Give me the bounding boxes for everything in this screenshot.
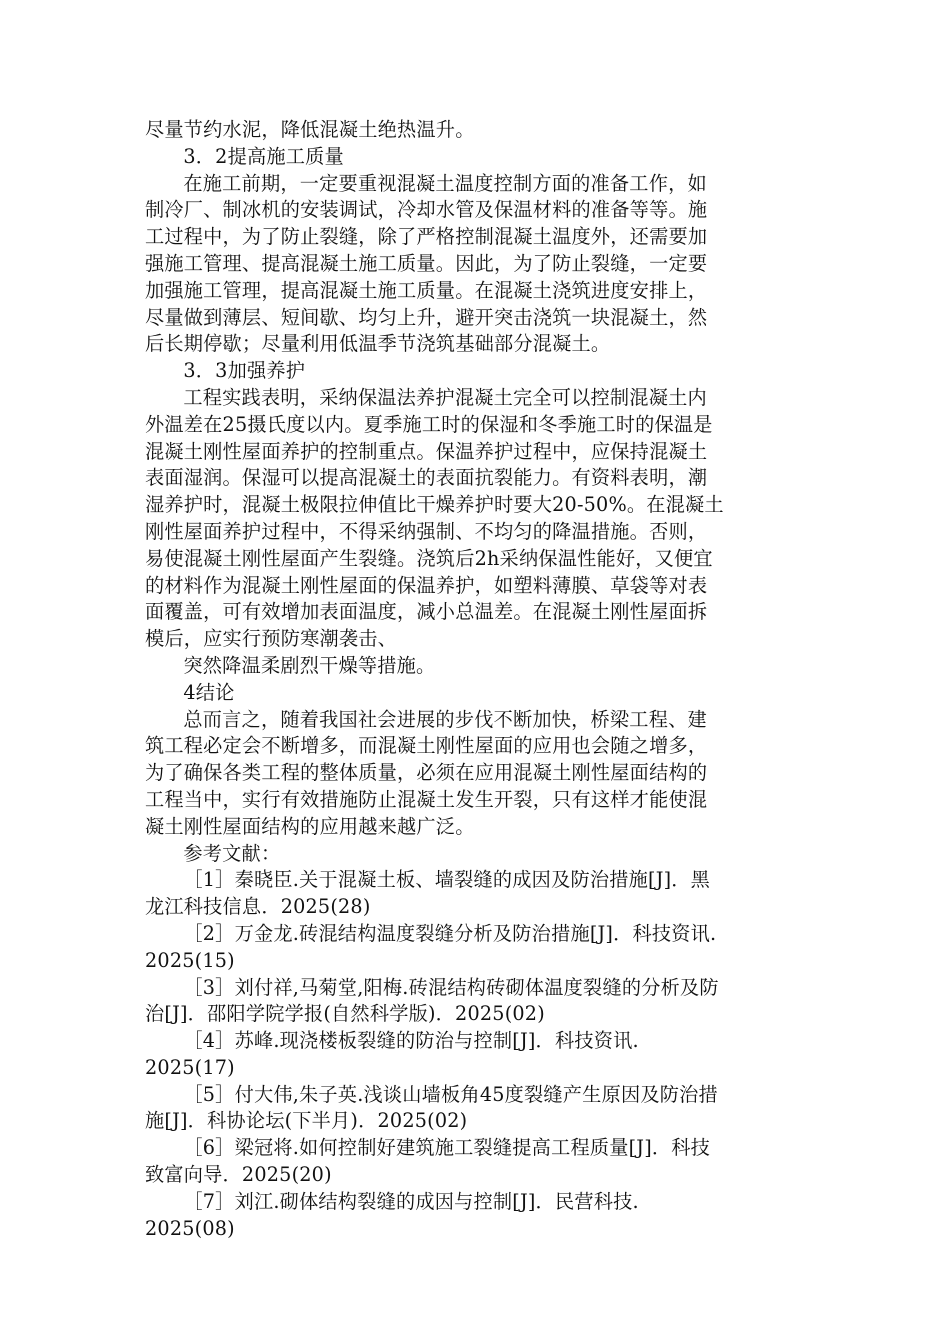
reference-line: ［4］苏峰.现浇楼板裂缝的防治与控制[J]．科技资讯.: [183, 1029, 639, 1053]
reference-line: ［7］刘江.砌体结构裂缝的成因与控制[J]．民营科技.: [183, 1189, 639, 1213]
reference-line: ［6］梁冠将.如何控制好建筑施工裂缝提高工程质量[J]．科技: [183, 1136, 711, 1160]
reference-item: [145, 1189, 805, 1243]
paragraph-line: 外温差在25摄氏度以内。夏季施工时的保湿和冬季施工时的保温是: [145, 412, 713, 436]
paragraph-line: 在施工前期，一定要重视混凝土温度控制方面的准备工作，如: [183, 171, 707, 195]
paragraph-line: 强施工管理、提高混凝土施工质量。因此，为了防止裂缝，一定要: [145, 251, 708, 275]
reference-line: 2025(08): [145, 1216, 235, 1240]
reference-item: [145, 921, 805, 975]
paragraph-line: 加强施工管理，提高混凝土施工质量。在混凝土浇筑进度安排上，: [145, 278, 708, 302]
document-page: [145, 117, 805, 1242]
references-list: [145, 867, 805, 1242]
paragraph-line: 凝土刚性屋面结构的应用越来越广泛。: [145, 814, 475, 838]
section-3-3-heading: 3．3加强养护: [183, 359, 306, 383]
paragraph-line: 尽量做到薄层、短间歇、均匀上升，避开突击浇筑一块混凝土，然: [145, 305, 708, 329]
paragraph-line: 湿养护时，混凝土极限拉伸值比干燥养护时要大20-50%。在混凝土: [145, 493, 724, 517]
reference-line: ［1］秦晓臣.关于混凝土板、墙裂缝的成因及防治措施[J]．黑: [183, 868, 711, 892]
section-3-2-heading: 3．2提高施工质量: [183, 144, 344, 168]
section-4-body: [145, 707, 805, 841]
reference-item: [145, 1082, 805, 1136]
reference-line: 施[J]．科协论坛(下半月)．2025(02): [145, 1109, 468, 1133]
reference-line: 2025(15): [145, 948, 235, 972]
paragraph-line: 总而言之，随着我国社会进展的步伐不断加快，桥梁工程、建: [183, 707, 707, 731]
paragraph-line: 模后，应实行预防寒潮袭击、: [145, 627, 398, 651]
references-heading: 参考文献：: [183, 841, 281, 865]
paragraph-line: 面覆盖，可有效增加表面温度，减小总温差。在混凝土刚性屋面拆: [145, 600, 708, 624]
paragraph-line: 工程实践表明，采纳保温法养护混凝土完全可以控制混凝土内: [183, 385, 707, 409]
reference-line: 致富向导．2025(20): [145, 1163, 332, 1187]
paragraph-line: 后长期停歇；尽量利用低温季节浇筑基础部分混凝土。: [145, 332, 611, 356]
paragraph-line: 工程当中，实行有效措施防止混凝土发生开裂，只有这样才能使混: [145, 787, 708, 811]
paragraph-line: 突然降温柔剧烈干燥等措施。: [183, 653, 436, 677]
paragraph-line: 筑工程必定会不断增多，而混凝土刚性屋面的应用也会随之增多，: [145, 734, 708, 758]
paragraph-line: 混凝土刚性屋面养护的控制重点。保温养护过程中，应保持混凝土: [145, 439, 708, 463]
paragraph-line: 工过程中，为了防止裂缝，除了严格控制混凝土温度外，还需要加: [145, 225, 708, 249]
reference-line: ［2］万金龙.砖混结构温度裂缝分析及防治措施[J]．科技资讯.: [183, 921, 717, 945]
paragraph-line: 为了确保各类工程的整体质量，必须在应用混凝土刚性屋面结构的: [145, 761, 708, 785]
reference-line: ［3］刘付祥,马菊堂,阳梅.砖混结构砖砌体温度裂缝的分析及防: [183, 975, 719, 999]
reference-item: [145, 975, 805, 1029]
reference-item: [145, 1028, 805, 1082]
section-4-heading: 4结论: [183, 680, 235, 704]
paragraph-line: 表面湿润。保湿可以提高混凝土的表面抗裂能力。有资料表明，潮: [145, 466, 708, 490]
intro-tail-line: 尽量节约水泥，降低混凝土绝热温升。: [145, 118, 475, 141]
reference-item: [145, 867, 805, 921]
paragraph-line: 的材料作为混凝土刚性屋面的保温养护，如塑料薄膜、草袋等对表: [145, 573, 708, 597]
reference-item: [145, 1135, 805, 1189]
reference-line: ［5］付大伟,朱子英.浅谈山墙板角45度裂缝产生原因及防治措: [183, 1082, 718, 1106]
reference-line: 龙江科技信息．2025(28): [145, 895, 371, 919]
paragraph-line: 刚性屋面养护过程中，不得采纳强制、不均匀的降温措施。否则，: [145, 519, 708, 543]
reference-line: 2025(17): [145, 1055, 235, 1079]
paragraph-line: 制冷厂、制冰机的安装调试，冷却水管及保温材料的准备等等。施: [145, 198, 708, 222]
paragraph-line: 易使混凝土刚性屋面产生裂缝。浇筑后2h采纳保温性能好，又便宜: [145, 546, 713, 570]
section-3-2-body: [145, 171, 805, 359]
section-3-3-body: [145, 385, 805, 680]
reference-line: 治[J]．邵阳学院学报(自然科学版)．2025(02): [145, 1002, 545, 1026]
